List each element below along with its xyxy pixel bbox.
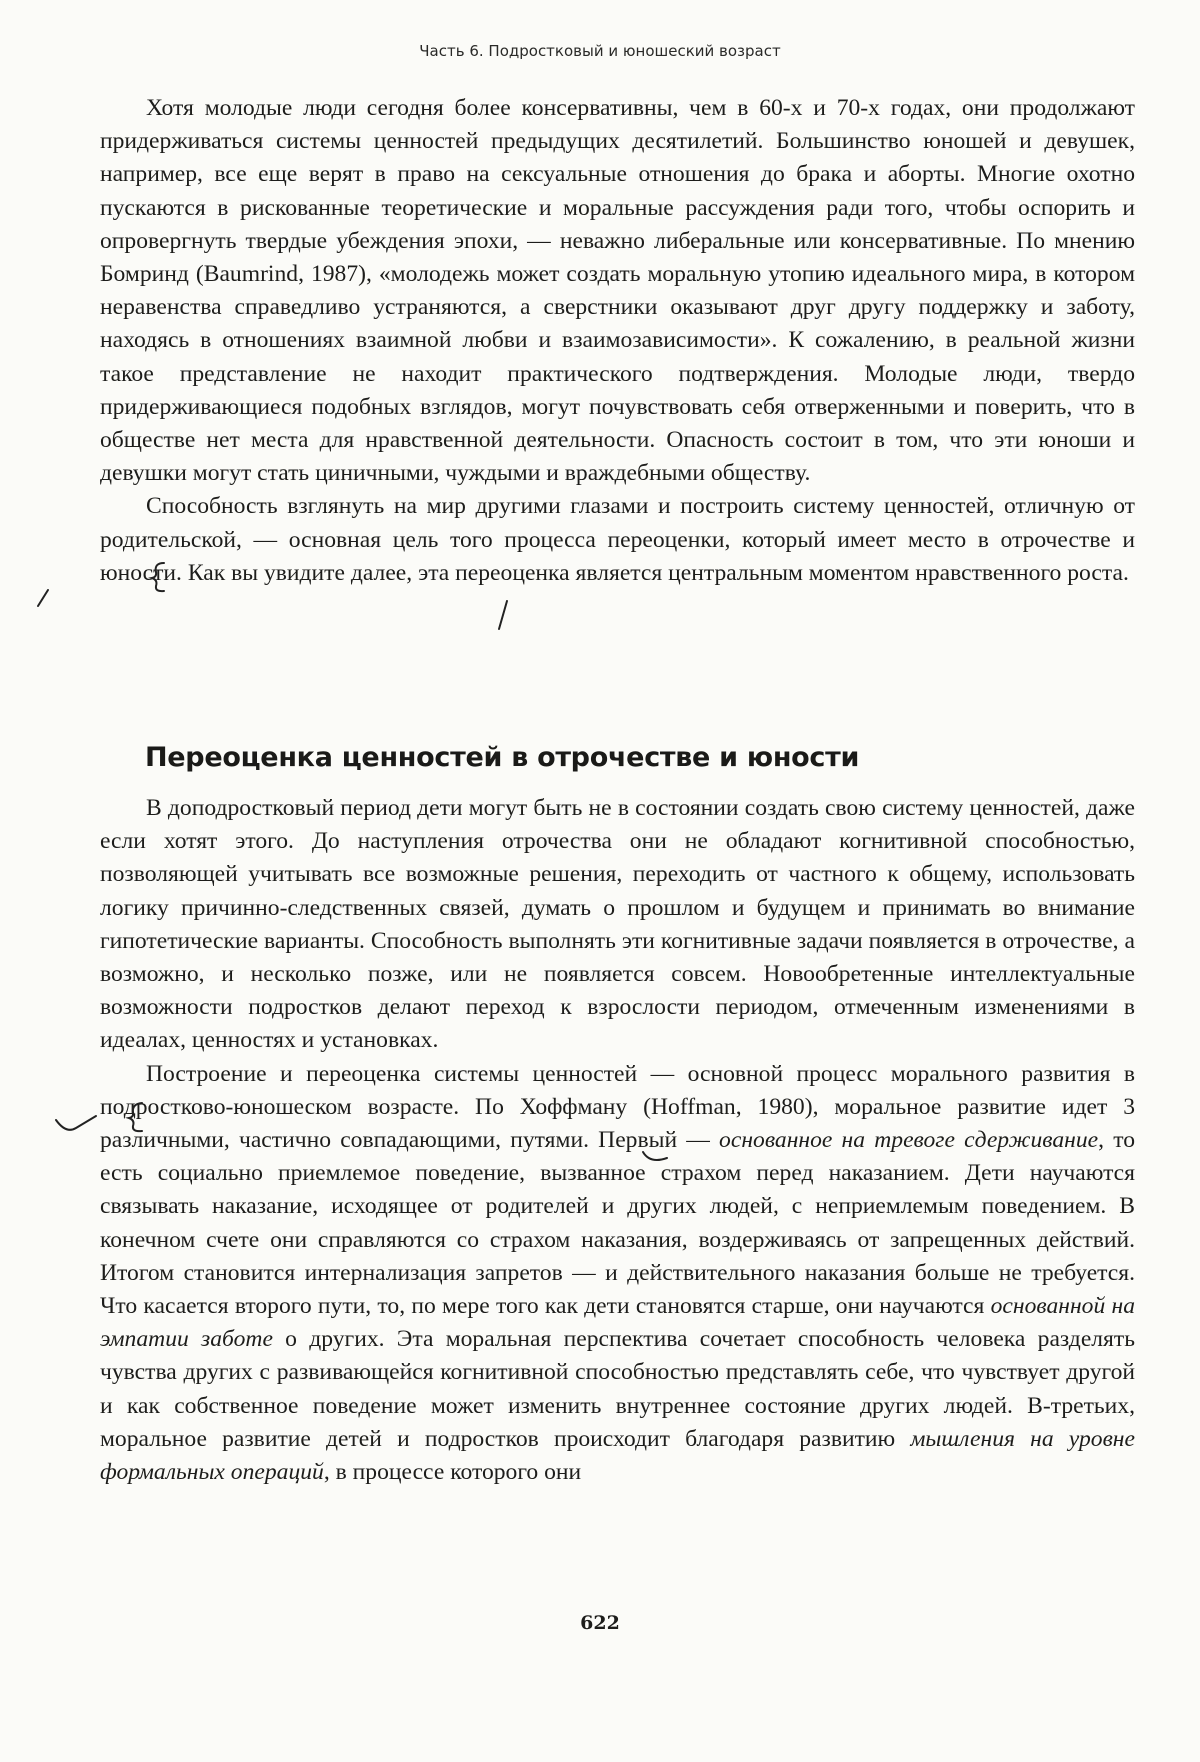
term-formal-operations: мышления на уровне формальных операций — [100, 1425, 1135, 1486]
margin-tick-mark — [28, 586, 58, 616]
paragraph-reassessment-goal: Способность взглянуть на мир другими глазами и построить систему ценностей, отличную от родительской, — основная цель того процесса переоценки, который имеет место в отрочестве и юности. Как вы увидите далее, эта переоценка является центральным моментом нравственного роста. — [100, 493, 1135, 586]
term-empathy-care: основанной на эмпатии заботе — [100, 1293, 1135, 1353]
page-number: 622 — [580, 1612, 620, 1634]
paragraph-hoffman: Построение и переоценка системы ценностей — основной процесс морального развития в подростково-юношеском возрасте. По Хоффману (Hoffman, 1980), моральное развитие идет 3 различными, частично совпадающими, путями. Первый — основанное на тревоге сдерживание, то есть социально приемлемое поведение, вызванное страхом перед наказанием. Дети научаются связывать наказание, исходящее от родителей и других людей, с неприемлемым поведением. В конечном счете они справляются со страхом наказания, воздерживаясь от запрещенных действий. Итогом становится интернализация запретов — и действительного наказания больше не требуется. Что касается второго пути, то, по мере того как дети становятся старше, они научаются основанной на эмпатии заботе о других. Эта моральная перспектива сочетает способность человека разделять чувства других с развивающейся когнитивной способностью представлять себе, что чувствует другой и как собственное поведение может изменить внутреннее состояние других людей. В-третьих, моральное развитие детей и подростков происходит благодаря развитию мышления на уровне формальных операций, в процессе которого они — [100, 1060, 1136, 1486]
margin-check-mark — [52, 1112, 102, 1138]
top-text-block — [100, 92, 1135, 590]
paragraph-preadolescence: В доподростковый период дети могут быть не в состоянии создать свою систему ценностей, даже если хотят этого. До наступления отрочества они не обладают когнитивной способностью, позволяющей учитывать все возможные решения, переходить от частного к общему, использовать логику причинно-следственных связей, думать о прошлом и будущем и принимать во внимание гипотетические варианты. Способность выполнять эти когнитивные задачи появляется в отрочестве, а возможно, и несколько позже, или не появляется совсем. Новообретенные интеллектуальные возможности подростков делают переход к взрослости периодом, отмеченным изменениями в идеалах, ценностях и установках. — [100, 795, 1135, 1054]
slash-mark — [495, 598, 511, 632]
section-text-block — [100, 792, 1135, 1489]
running-head: Часть 6. Подростковый и юношеский возраст — [419, 42, 781, 60]
section-heading: Переоценка ценностей в отрочестве и юности — [145, 742, 860, 773]
paragraph-youth-values: Хотя молодые люди сегодня более консервативны, чем в 60-х и 70-х годах, они продолжают придерживаться системы ценностей предыдущих десятилетий. Большинство юношей и девушек, например, все еще верят в право на сексуальные отношения до брака и аборты. Многие охотно пускаются в рискованные теоретические и моральные рассуждения ради того, чтобы оспорить и опровергнуть твердые убеждения эпохи, — неважно либеральные или консервативные. По мнению Бомринд (Baumrind, 1987), «молодежь может создать моральную утопию идеального мира, в котором неравенства справедливо устраняются, а сверстники оказывают друг другу поддержку и заботу, находясь в отношениях взаимной любви и взаимозависимости». К сожалению, в реальной жизни такое представление не находит практического подтверждения. Молодые люди, твердо придерживающиеся подобных взглядов, могут почувствовать себя отверженными и поверить, что в обществе нет места для нравственной деятельности. Опасность состоит в том, что эти юноши и девушки могут стать циничными, чуждыми и враждебными обществу. — [100, 95, 1135, 487]
term-anxiety-restraint: основанное на тревоге сдерживание — [719, 1127, 1099, 1154]
